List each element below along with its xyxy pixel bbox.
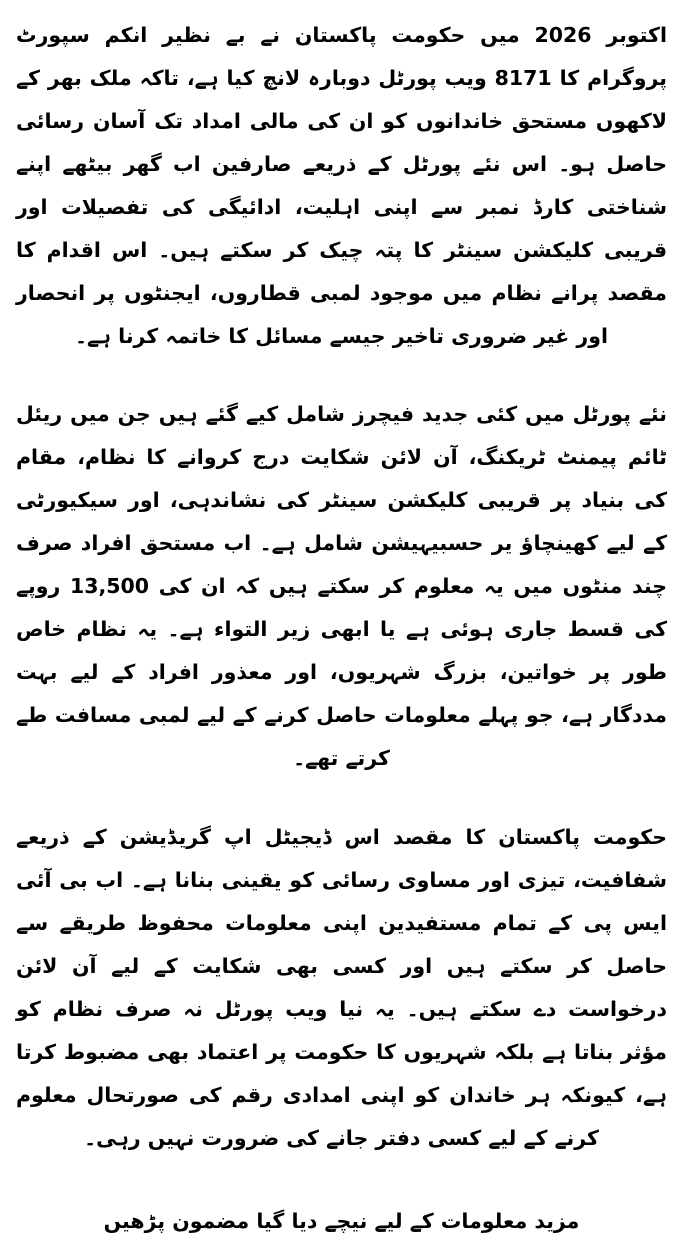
- read-more-note: مزید معلومات کے لیے نیچے دیا گیا مضمون پڑھیں: [103, 1209, 580, 1233]
- article-paragraph-1: اکتوبر 2026 میں حکومت پاکستان نے بے نظیر انکم سپورٹ پروگرام کا 8171 ویب پورٹل دوبارہ لانچ کیا ہے، تاکہ ملک بھر کے لاکھوں مستحق خاندانوں کو ان کی مالی امداد تک آسان رسائی حاصل ہو۔ اس نئے پورٹل کے ذریعے صارفین اب گھر بیٹھے اپنے شناختی کارڈ نمبر سے اپنی اہلیت، ادائیگی کی تفصیلات اور قریبی کلیکشن سینٹر کا پتہ چیک کر سکتے ہیں۔ اس اقدام کا مقصد پرانے نظام میں موجود لمبی قطاروں، ایجنٹوں پر انحصار اور غیر ضروری تاخیر جیسے مسائل کا خاتمہ کرنا ہے۔: [16, 23, 667, 348]
- article-paragraph-2: نئے پورٹل میں کئی جدید فیچرز شامل کیے گئے ہیں جن میں ریئل ٹائم پیمنٹ ٹریکنگ، آن لائن شکایت درج کروانے کا نظام، مقام کی بنیاد پر قریبی کلیکشن سینٹر کی نشاندہی، اور سیکیورٹی کے لیے کھینچاؤ یر حسبیہیشن شامل ہے۔ اب مستحق افراد صرف چند منٹوں میں یہ معلوم کر سکتے ہیں کہ ان کی 13,500 روپے کی قسط جاری ہوئی ہے یا ابھی زیر التواء ہے۔ یہ نظام خاص طور پر خواتین، بزرگ شہریوں، اور معذور افراد کے لیے بہت مددگار ہے، جو پہلے معلومات حاصل کرنے کے لیے لمبی مسافت طے کرتے تھے۔: [16, 402, 668, 770]
- article-paragraph-3: حکومت پاکستان کا مقصد اس ڈیجیٹل اپ گریڈیشن کے ذریعے شفافیت، تیزی اور مساوی رسائی کو یقینی بنانا ہے۔ اب بی آئی ایس پی کے تمام مستفیدین اپنی معلومات محفوظ طریقے سے حاصل کر سکتے ہیں اور کسی بھی شکایت کے لیے آن لائن درخواست دے سکتے ہیں۔ یہ نیا ویب پورٹل نہ صرف نظام کو مؤثر بناتا ہے بلکہ شہریوں کا حکومت پر اعتماد بھی مضبوط کرتا ہے، کیونکہ ہر خاندان کو اپنی امدادی رقم کی صورتحال معلوم کرنے کے لیے کسی دفتر جانے کی ضرورت نہیں رہی۔: [16, 825, 667, 1150]
